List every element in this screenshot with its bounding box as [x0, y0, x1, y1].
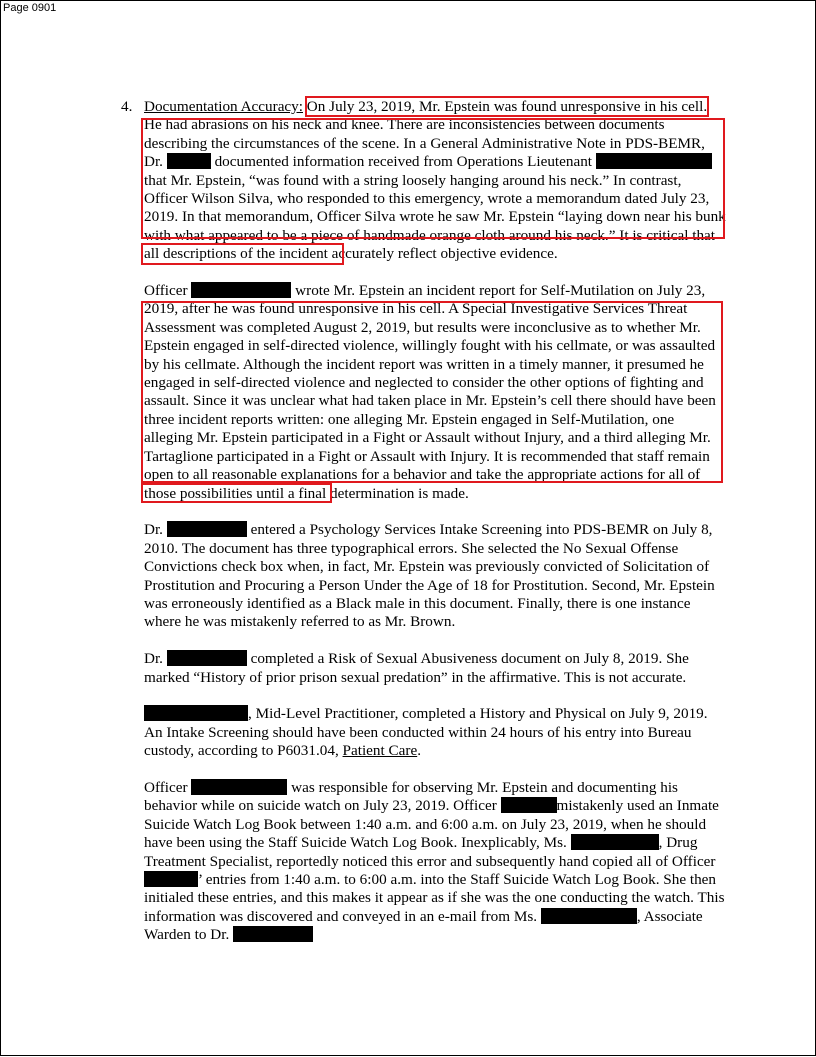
redaction-box	[167, 650, 247, 666]
redaction-box	[167, 521, 247, 537]
paragraph-suicide-watch	[144, 779, 726, 945]
paragraph-text: It is recommended that staff remain open to all reasonable explanations for a behavior and take the appropriate actions for all of those possibilities until a final determination is made.	[144, 447, 710, 502]
paragraph-text: Officer	[144, 778, 192, 796]
paragraph-text: mistakenly used an Inmate Suicide Watch Log Book between 1:40 a.m. and 6:00 a.m. on July 23, 2019, when he should have been using the Staff Suicide Watch Log Book. Inexplicably, Ms.	[144, 797, 719, 852]
paragraph-text: He had abrasions on his neck and knee. There are inconsistencies between documents describing the circumstances of the scene. In a General Administrative Note in PDS-BEMR, Dr.	[144, 116, 705, 171]
paragraph-documentation-accuracy	[144, 98, 726, 264]
paragraph-history-physical	[144, 705, 726, 760]
paragraph-text: completed a Risk of Sexual Abusiveness document on July 8, 2019. She marked “History of prior prison sexual predation” in the affirmative. This is not accurate.	[144, 650, 689, 686]
redaction-box	[541, 908, 637, 924]
paragraph-text: .	[417, 742, 421, 760]
paragraph-text: Dr.	[144, 521, 167, 539]
paragraph-text: Dr.	[144, 650, 167, 668]
redaction-box	[501, 797, 557, 813]
redaction-box	[144, 705, 248, 721]
paragraph-text: ’ entries from 1:40 a.m. to 6:00 a.m. into the Staff Suicide Watch Log Book. She then initialed these entries, and this makes it appear as if she was the one conducting the watch. This information was discovered and conveyed in an e-mail from Ms.	[144, 870, 725, 925]
item-number: 4.	[121, 98, 133, 115]
paragraph-text: entered a Psychology Services Intake Screening into PDS-BEMR on July 8, 2010. The document has three typographical errors. She selected the No Sexual Offense Convictions check box when, in fact, Mr. Epstein was previously convicted of Solicitation of Prostitution and Procuring a Person Under the Age of 18 for Prostitution. Second, Mr. Epstein was erroneously identified as a Black male in this document. Finally, there is one instance where he was mistakenly referred to as Mr. Brown.	[144, 521, 715, 631]
paragraph-text: was responsible for observing Mr. Epstein and documenting his behavior while on suicide watch on July 23, 2019. Officer	[144, 778, 678, 815]
paragraph-incident-report	[144, 282, 726, 503]
paragraph-text: Officer	[144, 282, 192, 300]
redaction-box	[596, 153, 712, 169]
section-heading: Documentation Accuracy:	[144, 98, 303, 115]
patient-care-reference: Patient Care	[342, 742, 418, 760]
paragraph-text: that Mr. Epstein, “was found with a string loosely hanging around his neck.” In contrast, Officer Wilson Silva, who responded to this emergency, wrote a memorandum dated July 23, 2019. In that memorandum, Officer Silva wrote he saw Mr. Epstein “laying down near his bunk with what appeared to be a piece of handmade orange cloth around his neck.”	[144, 171, 726, 244]
redaction-box	[167, 153, 211, 169]
redaction-box	[191, 779, 287, 795]
paragraph-text: documented information received from Operations Lieutenant	[210, 153, 596, 171]
redaction-box	[233, 926, 313, 942]
redaction-box	[571, 834, 659, 850]
redaction-box	[144, 871, 198, 887]
page-number-label: Page 0901	[3, 2, 57, 14]
document-body	[121, 98, 726, 963]
paragraph-intake-screening	[144, 521, 726, 631]
paragraph-risk-sexual-abusiveness	[144, 650, 726, 687]
paragraph-text: , Mid-Level Practitioner, completed a History and Physical on July 9, 2019. An Intake Screening should have been conducted within 24 hours of his entry into Bureau custody, according to P6031.04,	[144, 705, 708, 760]
paragraph-text: wrote Mr. Epstein an incident report for Self-Mutilation on July 23, 2019, after he was found unresponsive in his cell. A Special Investigative Services Threat Assessment was completed August 2, 2019, but results were inconclusive as to whether Mr. Epstein engaged in self-directed violence, willingly fought with his cellmate, or was assaulted by his cellmate. Although the incident report was written in a timely manner, it presumed he engaged in self-directed violence and neglected to consider the other options of fighting and assault. Since it was unclear what had taken place in Mr. Epstein’s cell there should have been three incident reports written: one alleging Mr. Epstein engaged in Self-Mutilation, one alleging Mr. Epstein participated in a Fight or Assault without Injury, and a third alleging Mr. Tartaglione participated in a Fight or Assault with Injury.	[144, 282, 716, 465]
redaction-box	[191, 282, 291, 298]
highlight-box-found-unresponsive: On July 23, 2019, Mr. Epstein was found unresponsive in his cell.	[306, 98, 708, 115]
paragraph-text: It is critical that all descriptions of the incident accurately reflect objective evidence.	[144, 226, 715, 263]
paragraph-text: , Associate Warden to Dr.	[144, 907, 703, 944]
paragraph-text: , Drug Treatment Specialist, reportedly noticed this error and subsequently hand copied all of Officer	[144, 834, 716, 870]
